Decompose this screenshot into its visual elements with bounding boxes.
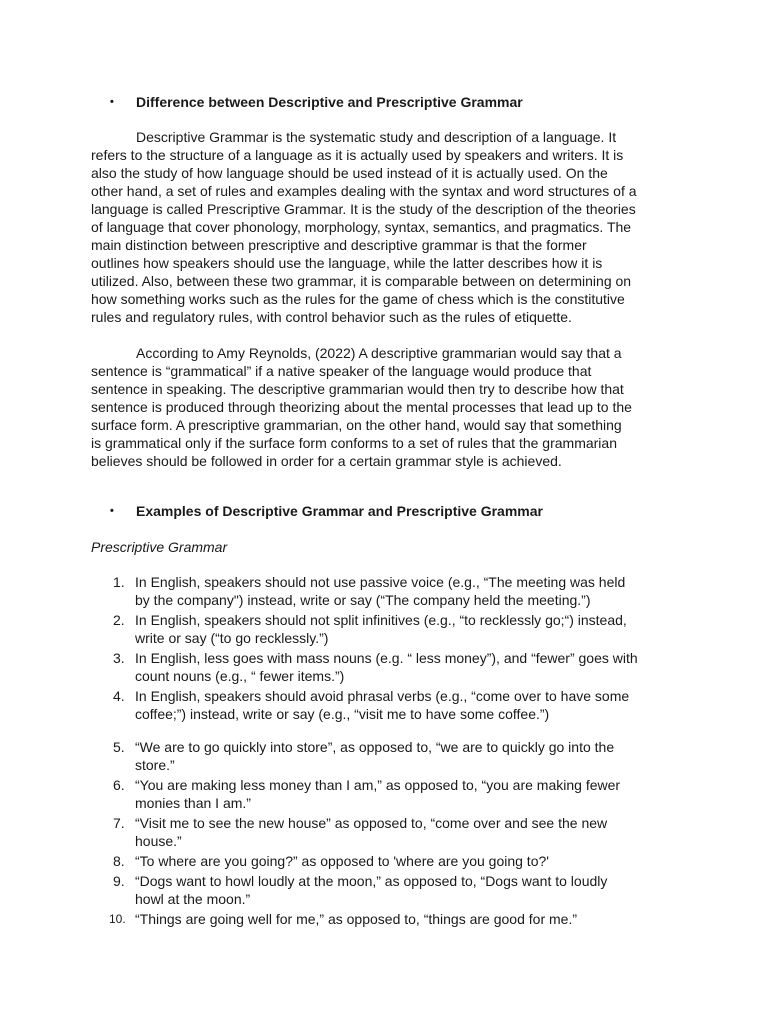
list-item <box>91 910 691 928</box>
paragraph-line: other hand, a set of rules and examples dealing with the syntax and word structures of a <box>91 183 637 199</box>
list-item-number: 1. <box>113 574 125 590</box>
list-item-number: 10. <box>109 912 126 926</box>
list-item-line: In English, less goes with mass nouns (e.g. “ less money”), and “fewer” goes with <box>135 650 638 666</box>
list-item-text <box>135 872 691 908</box>
list-item-line: “You are making less money than I am,” as opposed to, “you are making fewer <box>135 777 621 793</box>
list-item <box>91 738 691 774</box>
list-item-line: “Things are going well for me,” as opposed to, “things are good for me.” <box>135 911 577 927</box>
list-item-text <box>135 611 691 647</box>
paragraph-line: Descriptive Grammar is the systematic study and description of a language. It <box>136 129 617 145</box>
paragraph-line: main distinction between prescriptive and descriptive grammar is that the former <box>91 237 587 253</box>
paragraph-line: According to Amy Reynolds, (2022) A descriptive grammarian would say that a <box>136 345 622 361</box>
list-item <box>91 872 691 908</box>
paragraph-line: sentence in speaking. The descriptive grammarian would then try to describe how that <box>91 381 624 397</box>
paragraph-line: of language that cover phonology, morphology, syntax, semantics, and pragmatics. The <box>91 219 632 235</box>
list-item-text <box>135 910 691 928</box>
list-item-number: 4. <box>113 688 125 704</box>
heading-text: Examples of Descriptive Grammar and Prescriptive Grammar <box>136 503 543 519</box>
list-item-line: In English, speakers should not use passive voice (e.g., “The meeting was held <box>135 574 626 590</box>
subheading-prescriptive: Prescriptive Grammar <box>91 539 228 555</box>
paragraph-line: is grammatical only if the surface form conforms to a set of rules that the grammarian <box>91 435 617 451</box>
paragraph-line: rules and regulatory rules, with control behavior such as the rules of etiquette. <box>91 309 572 325</box>
list-item-text <box>135 776 691 812</box>
list-item-text <box>135 814 691 850</box>
heading-text: Difference between Descriptive and Prescriptive Grammar <box>136 94 523 110</box>
list-item-line: by the company") instead, write or say (“The company held the meeting.”) <box>135 592 591 608</box>
paragraph-line: sentence is produced through theorizing about the mental processes that lead up to the <box>91 399 632 415</box>
paragraph-line: sentence is “grammatical” if a native speaker of the language would produce that <box>91 363 592 379</box>
list-item-line: “To where are you going?” as opposed to 'where are you going to?' <box>135 853 549 869</box>
list-item-text <box>135 738 691 774</box>
list-item <box>91 776 691 812</box>
list-item-number: 2. <box>113 612 125 628</box>
list-item-line: In English, speakers should not split infinitives (e.g., “to recklessly go;“) instead, <box>135 612 627 628</box>
list-item-text <box>135 573 691 609</box>
paragraph-line: utilized. Also, between these two grammar, it is comparable between on determining on <box>91 273 632 289</box>
paragraph-reynolds <box>91 344 683 470</box>
list-item <box>91 573 691 609</box>
list-item-line: write or say (“to go recklessly.”) <box>135 630 329 646</box>
list-item <box>91 687 691 723</box>
paragraph-line: surface form. A prescriptive grammarian, on the other hand, would say that something <box>91 417 622 433</box>
paragraph-line: refers to the structure of a language as it is actually used by speakers and writers. It is <box>91 147 624 163</box>
list-item-line: house.” <box>135 833 182 849</box>
bullet-icon: • <box>110 505 114 517</box>
prescriptive-examples-list <box>91 573 691 725</box>
list-item-line: In English, speakers should avoid phrasal verbs (e.g., “come over to have some <box>135 688 630 704</box>
list-item-line: monies than I am.” <box>135 795 251 811</box>
list-item-text <box>135 852 691 870</box>
list-item-number: 7. <box>113 815 125 831</box>
list-item-line: “Dogs want to howl loudly at the moon,” as opposed to, “Dogs want to loudly <box>135 873 608 889</box>
list-item <box>91 814 691 850</box>
list-item-line: coffee;”) instead, write or say (e.g., “visit me to have some coffee.”) <box>135 706 550 722</box>
list-item-number: 9. <box>113 873 125 889</box>
list-item-number: 6. <box>113 777 125 793</box>
list-item-line: howl at the moon.” <box>135 891 251 907</box>
list-item-number: 5. <box>113 739 125 755</box>
paragraph-line: outlines how speakers should use the language, while the latter describes how it is <box>91 255 603 271</box>
bullet-icon: • <box>110 96 114 108</box>
list-item <box>91 852 691 870</box>
list-item-text <box>135 687 691 723</box>
list-item-line: count nouns (e.g., “ fewer items.”) <box>135 668 345 684</box>
paragraph-line: how something works such as the rules for the game of chess which is the constitutive <box>91 291 625 307</box>
list-item <box>91 649 691 685</box>
list-item-number: 8. <box>113 853 125 869</box>
comparison-examples-list <box>91 738 691 930</box>
list-item-line: “Visit me to see the new house” as opposed to, “come over and see the new <box>135 815 608 831</box>
paragraph-definitions <box>91 128 683 326</box>
list-item-line: store.” <box>135 757 175 773</box>
paragraph-line: also the study of how language should be used instead of it is actually used. On the <box>91 165 608 181</box>
list-item-number: 3. <box>113 650 125 666</box>
list-item-text <box>135 649 691 685</box>
paragraph-line: believes should be followed in order for a certain grammar style is achieved. <box>91 453 562 469</box>
list-item <box>91 611 691 647</box>
paragraph-line: language is called Prescriptive Grammar. It is the study of the description of the theories <box>91 201 636 217</box>
list-item-line: “We are to go quickly into store”, as opposed to, “we are to quickly go into the <box>135 739 615 755</box>
